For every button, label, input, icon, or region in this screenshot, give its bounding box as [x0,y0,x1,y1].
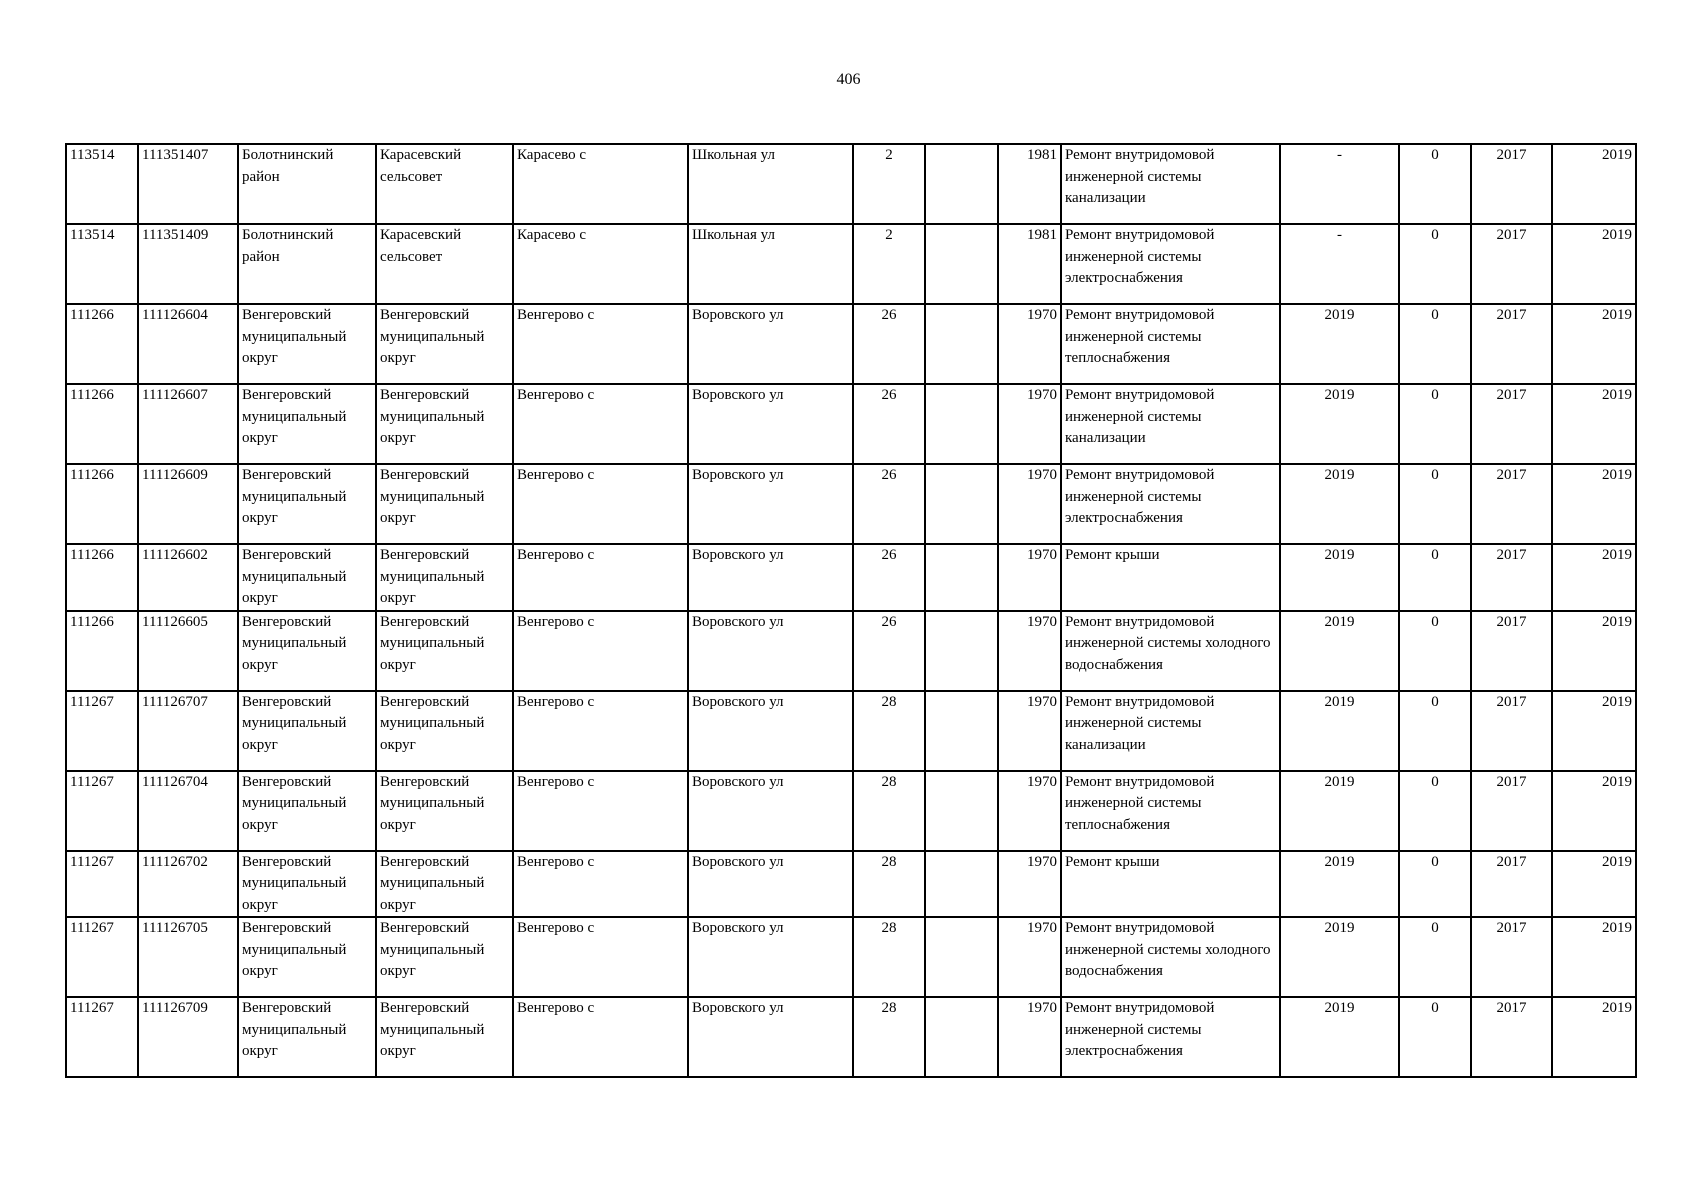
house-code-cell: 111267 [66,917,138,997]
table-row [66,384,1636,464]
flag-cell: 0 [1399,917,1471,997]
municipality-cell: Венгеровский муниципальный округ [376,384,513,464]
period-start-cell: 2017 [1471,997,1552,1077]
settlement-cell: Венгерово с [513,917,688,997]
municipality-cell: Венгеровский муниципальный округ [376,691,513,771]
registry-table-body [66,144,1636,1077]
last-repair-year-cell: 2019 [1280,464,1399,544]
house-number-cell: 28 [853,691,925,771]
work-code-cell: 111126702 [138,851,238,918]
work-type-cell: Ремонт внутридомовой инженерной системы теплоснабжения [1061,304,1280,384]
house-number-cell: 28 [853,917,925,997]
period-start-cell: 2017 [1471,917,1552,997]
build-year-cell: 1970 [998,997,1061,1077]
period-end-cell: 2019 [1552,917,1636,997]
last-repair-year-cell: 2019 [1280,851,1399,918]
work-type-cell: Ремонт крыши [1061,544,1280,611]
work-type-cell: Ремонт внутридомовой инженерной системы холодного водоснабжения [1061,611,1280,691]
build-year-cell: 1970 [998,771,1061,851]
house-code-cell: 111266 [66,464,138,544]
house-number-cell: 2 [853,144,925,224]
house-number-cell: 2 [853,224,925,304]
building-cell [925,544,998,611]
last-repair-year-cell: 2019 [1280,997,1399,1077]
district-cell: Венгеровский муниципальный округ [238,771,376,851]
table-row [66,771,1636,851]
district-cell: Венгеровский муниципальный округ [238,464,376,544]
building-cell [925,384,998,464]
page-number: 406 [836,71,861,88]
table-row [66,144,1636,224]
house-number-cell: 28 [853,851,925,918]
settlement-cell: Венгерово с [513,544,688,611]
work-code-cell: 111126704 [138,771,238,851]
work-code-cell: 111126705 [138,917,238,997]
flag-cell: 0 [1399,384,1471,464]
house-code-cell: 113514 [66,224,138,304]
settlement-cell: Венгерово с [513,997,688,1077]
district-cell: Венгеровский муниципальный округ [238,691,376,771]
flag-cell: 0 [1399,464,1471,544]
build-year-cell: 1970 [998,691,1061,771]
house-code-cell: 111267 [66,851,138,918]
work-code-cell: 111351407 [138,144,238,224]
house-number-cell: 28 [853,771,925,851]
flag-cell: 0 [1399,851,1471,918]
settlement-cell: Венгерово с [513,384,688,464]
building-cell [925,144,998,224]
building-cell [925,917,998,997]
build-year-cell: 1970 [998,611,1061,691]
period-end-cell: 2019 [1552,304,1636,384]
period-end-cell: 2019 [1552,224,1636,304]
work-code-cell: 111126607 [138,384,238,464]
municipality-cell: Карасевский сельсовет [376,224,513,304]
building-cell [925,771,998,851]
work-code-cell: 111126707 [138,691,238,771]
work-type-cell: Ремонт внутридомовой инженерной системы канализации [1061,691,1280,771]
period-start-cell: 2017 [1471,384,1552,464]
flag-cell: 0 [1399,611,1471,691]
settlement-cell: Венгерово с [513,611,688,691]
house-code-cell: 111266 [66,384,138,464]
period-start-cell: 2017 [1471,144,1552,224]
municipality-cell: Венгеровский муниципальный округ [376,997,513,1077]
settlement-cell: Венгерово с [513,851,688,918]
flag-cell: 0 [1399,224,1471,304]
street-cell: Воровского ул [688,611,853,691]
period-start-cell: 2017 [1471,691,1552,771]
table-row [66,997,1636,1077]
period-end-cell: 2019 [1552,691,1636,771]
street-cell: Воровского ул [688,851,853,918]
municipality-cell: Венгеровский муниципальный округ [376,851,513,918]
build-year-cell: 1970 [998,851,1061,918]
period-end-cell: 2019 [1552,997,1636,1077]
last-repair-year-cell: 2019 [1280,304,1399,384]
district-cell: Болотнинский район [238,224,376,304]
last-repair-year-cell: 2019 [1280,611,1399,691]
settlement-cell: Карасево с [513,224,688,304]
period-end-cell: 2019 [1552,464,1636,544]
last-repair-year-cell: 2019 [1280,544,1399,611]
period-start-cell: 2017 [1471,464,1552,544]
period-end-cell: 2019 [1552,611,1636,691]
work-type-cell: Ремонт внутридомовой инженерной системы электроснабжения [1061,464,1280,544]
period-start-cell: 2017 [1471,304,1552,384]
municipality-cell: Венгеровский муниципальный округ [376,464,513,544]
flag-cell: 0 [1399,691,1471,771]
street-cell: Воровского ул [688,384,853,464]
house-code-cell: 111266 [66,544,138,611]
table-row [66,544,1636,611]
municipality-cell: Карасевский сельсовет [376,144,513,224]
period-start-cell: 2017 [1471,224,1552,304]
street-cell: Воровского ул [688,691,853,771]
table-row [66,917,1636,997]
table-row [66,224,1636,304]
table-row [66,611,1636,691]
last-repair-year-cell: 2019 [1280,384,1399,464]
work-code-cell: 111126604 [138,304,238,384]
work-code-cell: 111126609 [138,464,238,544]
build-year-cell: 1970 [998,544,1061,611]
build-year-cell: 1981 [998,224,1061,304]
district-cell: Венгеровский муниципальный округ [238,544,376,611]
work-code-cell: 111126605 [138,611,238,691]
flag-cell: 0 [1399,544,1471,611]
building-cell [925,997,998,1077]
registry-table [65,143,1637,1078]
build-year-cell: 1970 [998,917,1061,997]
district-cell: Болотнинский район [238,144,376,224]
house-code-cell: 111266 [66,304,138,384]
settlement-cell: Венгерово с [513,691,688,771]
house-number-cell: 26 [853,544,925,611]
build-year-cell: 1970 [998,384,1061,464]
street-cell: Воровского ул [688,997,853,1077]
municipality-cell: Венгеровский муниципальный округ [376,917,513,997]
settlement-cell: Венгерово с [513,304,688,384]
work-type-cell: Ремонт внутридомовой инженерной системы теплоснабжения [1061,771,1280,851]
build-year-cell: 1970 [998,304,1061,384]
work-type-cell: Ремонт внутридомовой инженерной системы канализации [1061,384,1280,464]
district-cell: Венгеровский муниципальный округ [238,917,376,997]
flag-cell: 0 [1399,771,1471,851]
building-cell [925,464,998,544]
period-end-cell: 2019 [1552,771,1636,851]
house-code-cell: 111267 [66,771,138,851]
building-cell [925,304,998,384]
period-start-cell: 2017 [1471,544,1552,611]
table-row [66,851,1636,918]
flag-cell: 0 [1399,304,1471,384]
table-row [66,464,1636,544]
building-cell [925,611,998,691]
work-type-cell: Ремонт внутридомовой инженерной системы электроснабжения [1061,997,1280,1077]
house-code-cell: 113514 [66,144,138,224]
table-row [66,691,1636,771]
last-repair-year-cell: - [1280,224,1399,304]
house-number-cell: 26 [853,464,925,544]
house-code-cell: 111266 [66,611,138,691]
period-end-cell: 2019 [1552,144,1636,224]
district-cell: Венгеровский муниципальный округ [238,997,376,1077]
last-repair-year-cell: 2019 [1280,691,1399,771]
building-cell [925,224,998,304]
settlement-cell: Венгерово с [513,771,688,851]
municipality-cell: Венгеровский муниципальный округ [376,611,513,691]
street-cell: Воровского ул [688,464,853,544]
period-end-cell: 2019 [1552,384,1636,464]
municipality-cell: Венгеровский муниципальный округ [376,544,513,611]
work-code-cell: 111351409 [138,224,238,304]
house-number-cell: 26 [853,611,925,691]
last-repair-year-cell: 2019 [1280,917,1399,997]
period-end-cell: 2019 [1552,851,1636,918]
street-cell: Воровского ул [688,304,853,384]
district-cell: Венгеровский муниципальный округ [238,851,376,918]
street-cell: Школьная ул [688,144,853,224]
table-row [66,304,1636,384]
house-number-cell: 26 [853,304,925,384]
house-code-cell: 111267 [66,691,138,771]
settlement-cell: Карасево с [513,144,688,224]
district-cell: Венгеровский муниципальный округ [238,304,376,384]
street-cell: Воровского ул [688,917,853,997]
district-cell: Венгеровский муниципальный округ [238,611,376,691]
work-code-cell: 111126709 [138,997,238,1077]
building-cell [925,851,998,918]
work-type-cell: Ремонт крыши [1061,851,1280,918]
build-year-cell: 1981 [998,144,1061,224]
work-type-cell: Ремонт внутридомовой инженерной системы электроснабжения [1061,224,1280,304]
period-start-cell: 2017 [1471,851,1552,918]
work-type-cell: Ремонт внутридомовой инженерной системы канализации [1061,144,1280,224]
last-repair-year-cell: - [1280,144,1399,224]
street-cell: Школьная ул [688,224,853,304]
settlement-cell: Венгерово с [513,464,688,544]
building-cell [925,691,998,771]
house-number-cell: 26 [853,384,925,464]
period-start-cell: 2017 [1471,611,1552,691]
municipality-cell: Венгеровский муниципальный округ [376,304,513,384]
last-repair-year-cell: 2019 [1280,771,1399,851]
district-cell: Венгеровский муниципальный округ [238,384,376,464]
build-year-cell: 1970 [998,464,1061,544]
work-code-cell: 111126602 [138,544,238,611]
street-cell: Воровского ул [688,771,853,851]
street-cell: Воровского ул [688,544,853,611]
flag-cell: 0 [1399,997,1471,1077]
municipality-cell: Венгеровский муниципальный округ [376,771,513,851]
house-code-cell: 111267 [66,997,138,1077]
house-number-cell: 28 [853,997,925,1077]
flag-cell: 0 [1399,144,1471,224]
period-start-cell: 2017 [1471,771,1552,851]
period-end-cell: 2019 [1552,544,1636,611]
work-type-cell: Ремонт внутридомовой инженерной системы холодного водоснабжения [1061,917,1280,997]
